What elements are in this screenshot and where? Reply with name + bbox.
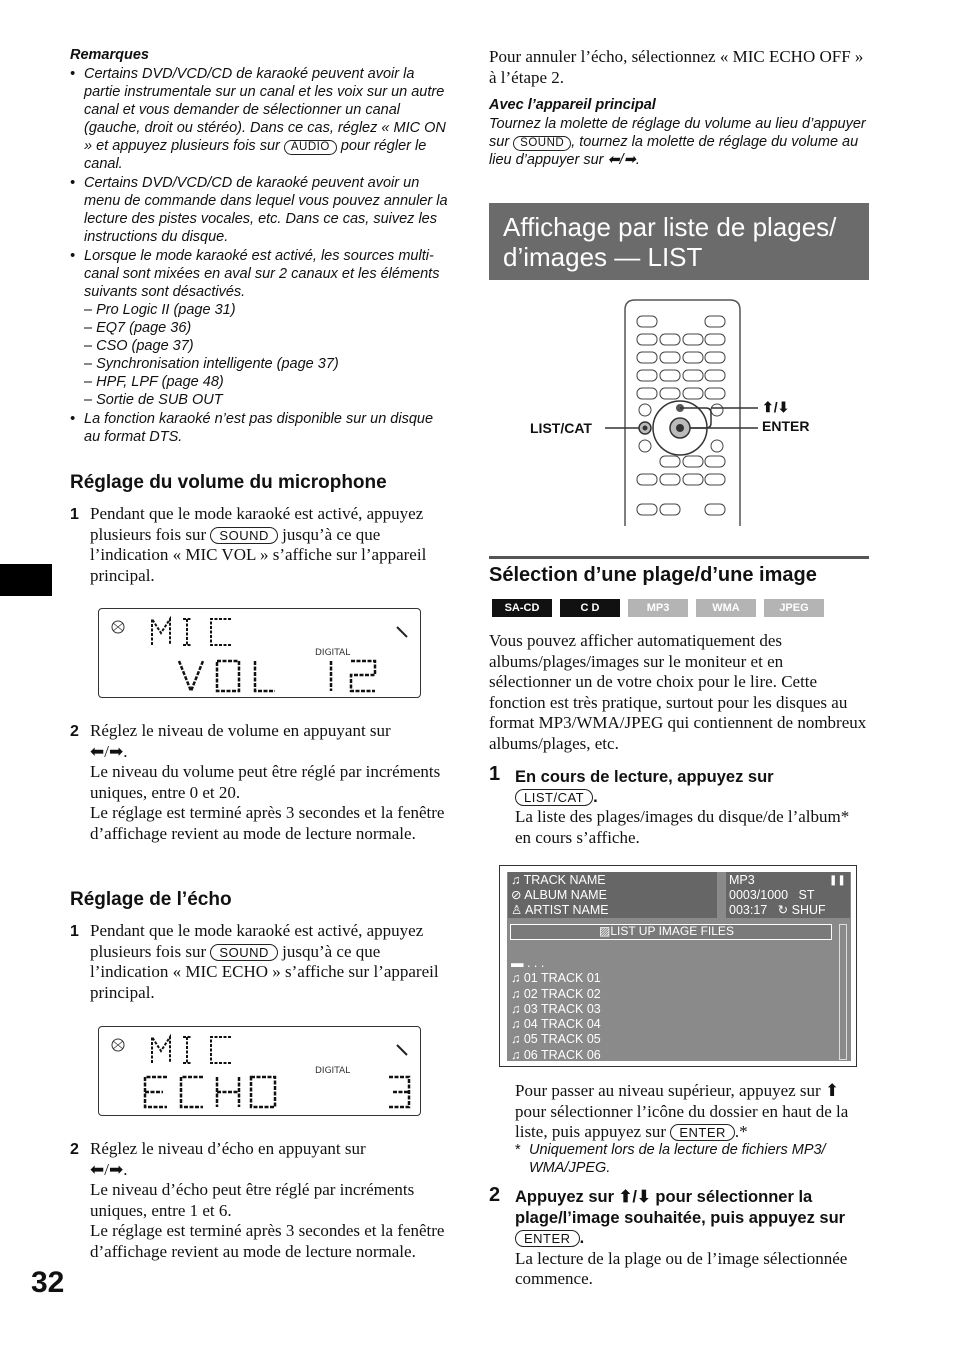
main-unit-title: Avec l’appareil principal <box>489 97 656 113</box>
footnote: * Uniquement lors de la lecture de fichiers MP3/ WMA/JPEG. <box>515 1142 826 1176</box>
track-counter: 0003/1000 ST <box>729 888 815 902</box>
remark-1: • Certains DVD/VCD/CD de karaoké peuvent avoir la partie instrumentale sur un canal et les voix sur un autre canal et vous demander de sélectionner un canal (gauche, droit ou stéréo). Dans ce cas, réglez « MIC ON » et appuyez plusieurs fois sur AUDIO pour régler le canal. <box>70 66 446 172</box>
pause-icon: ❚❚ <box>829 875 846 886</box>
track-list-item[interactable]: ♫ 05 TRACK 05 <box>511 1032 601 1046</box>
section-tab <box>0 564 52 596</box>
sound-button: SOUND <box>210 944 277 961</box>
section-banner: Affichage par liste de plages/ d’images — LIST <box>489 203 869 280</box>
list-title: ▨LIST UP IMAGE FILES <box>599 924 734 938</box>
selection-step-1: En cours de lecture, appuyez sur LIST/CAT . La liste des plages/images du disque/de l’album* en cours s’affiche. <box>515 768 850 847</box>
remote-control-illustration <box>520 296 860 528</box>
step-number: 1 <box>489 763 501 785</box>
remark-3: • Lorsque le mode karaoké est activé, les sources multi-canal sont mixées en aval sur 2 canaux et les éléments suivants sont désactivés. – Pro Logic II (page 31) – EQ7 (page 36) – CSO (page 37) – Synchronisation intelligente (page 37) – HPF, LPF (page 48) – Sortie de SUB OUT <box>70 247 452 409</box>
badge-cd: C D <box>560 599 620 617</box>
lcd-mic-volume <box>98 608 421 698</box>
list-cat-button: LIST/CAT <box>515 789 593 806</box>
remark-3-sub-5: – HPF, LPF (page 48) <box>84 374 224 390</box>
remark-4: • La fonction karaoké n’est pas disponible sur un disque au format DTS. <box>70 411 434 445</box>
sound-button: SOUND <box>210 527 277 544</box>
mic-volume-step-2: Réglez le niveau de volume en appuyant sur ⬅/➡. Le niveau du volume peut être réglé par incréments uniques, entre 0 et 20. Le réglage est terminé après 3 secondes et la fenêtre d’affichage revient au mode de lecture normale. <box>90 721 452 844</box>
left-right-arrows: ⬅/➡. <box>90 1159 128 1179</box>
track-name-row: ♫ TRACK NAME <box>511 873 606 887</box>
main-unit-text: Tournez la molette de réglage du volume au lieu d’appuyer sur SOUND , tournez la molette de réglage du volume au lieu d’appuyer sur ⬅/➡. <box>489 116 866 168</box>
remark-3-sub-4: – Synchronisation intelligente (page 37) <box>84 356 339 372</box>
mic-volume-heading: Réglage du volume du microphone <box>70 472 387 493</box>
remark-3-sub-6: – Sortie de SUB OUT <box>84 392 223 408</box>
folder-up-item[interactable]: ▬ . . . <box>511 956 545 970</box>
remark-3-sub-2: – EQ7 (page 36) <box>84 320 192 336</box>
upper-level-text: Pour passer au niveau supérieur, appuyez sur ⬆ pour sélectionner l’icône du dossier en haut de la liste, puis appuyez sur ENTER .* <box>515 1081 849 1141</box>
track-list-item[interactable]: ♫ 04 TRACK 04 <box>511 1017 601 1031</box>
echo-cancel-text: Pour annuler l’écho, sélectionnez « MIC ECHO OFF » à l’étape 2. <box>489 47 864 87</box>
step-number: 2 <box>70 1141 79 1158</box>
badge-jpeg: JPEG <box>764 599 824 617</box>
enter-button: ENTER <box>515 1230 580 1247</box>
album-name-row: ⊘ ALBUM NAME <box>511 888 607 902</box>
sound-button: SOUND <box>513 136 571 151</box>
step-number: 1 <box>70 923 79 940</box>
selection-heading: Sélection d’une plage/d’une image <box>489 564 817 586</box>
audio-button: AUDIO <box>284 140 337 155</box>
step-number: 1 <box>70 506 79 523</box>
selection-intro: Vous pouvez afficher automatiquement des albums/plages/images sur le moniteur et en sélectionner un de votre choix pour le lire. Cette fonction est très pratique, surtout pour les disques au format MP3/WMA/JPEG qui contiennent de nombreux albums/plages, etc. <box>489 631 867 753</box>
badge-mp3: MP3 <box>628 599 688 617</box>
enter-button: ENTER <box>670 1124 735 1141</box>
monitor-screen <box>499 865 857 1067</box>
track-list-item[interactable]: ♫ 03 TRACK 03 <box>511 1002 601 1016</box>
track-list-item[interactable]: ♫ 06 TRACK 06 <box>511 1048 601 1062</box>
track-list-item[interactable]: ♫ 01 TRACK 01 <box>511 971 601 985</box>
lcd-mic-echo <box>98 1026 421 1116</box>
echo-heading: Réglage de l’écho <box>70 889 232 910</box>
format-badges <box>492 599 832 619</box>
left-right-arrows: ⬅/➡. <box>90 741 128 761</box>
lcd-digital-label: DIGITAL <box>315 1066 351 1076</box>
enter-label: ENTER <box>762 418 810 434</box>
time-shuffle: 003:17 ↻ SHUF <box>729 903 826 917</box>
up-down-arrows-label: ⬆/⬇ <box>762 399 790 415</box>
remarks-title: Remarques <box>70 47 149 63</box>
track-list-item[interactable]: ♫ 02 TRACK 02 <box>511 987 601 1001</box>
section-divider <box>489 556 869 559</box>
badge-sacd: SA-CD <box>492 599 552 617</box>
echo-step-2: Réglez le niveau d’écho en appuyant sur ⬅/➡. Le niveau d’écho peut être réglé par incréments uniques, entre 1 et 6. Le réglage est terminé après 3 secondes et la fenêtre d’affichage revient au mode de lecture normale. <box>90 1139 452 1262</box>
badge-wma: WMA <box>696 599 756 617</box>
artist-name-row: ♙ ARTIST NAME <box>511 903 609 917</box>
format-indicator: MP3 <box>729 873 755 887</box>
page-number: 32 <box>31 1266 65 1299</box>
remark-2: • Certains DVD/VCD/CD de karaoké peuvent avoir un menu de commande dans lequel vous pouvez annuler la lecture des pistes vocales, etc. Dans ce cas, suivez les instructions du disque. <box>70 175 448 245</box>
echo-step-1: Pendant que le mode karaoké est activé, appuyez plusieurs fois sur SOUND jusqu’à ce que l’indication « MIC ECHO » s’affiche sur l’appareil principal. <box>90 921 439 1002</box>
selection-step-2: Appuyez sur ⬆/⬇ pour sélectionner la plage/l’image souhaitée, puis appuyez sur ENTER . La lecture de la plage ou de l’image sélectionnée commence. <box>515 1188 848 1288</box>
step-number: 2 <box>489 1184 501 1206</box>
step-number: 2 <box>70 723 79 740</box>
screen-area <box>507 872 851 1061</box>
list-cat-label: LIST/CAT <box>530 420 592 436</box>
mic-volume-step-1: Pendant que le mode karaoké est activé, appuyez plusieurs fois sur SOUND jusqu’à ce que l’indication « MIC VOL » s’affiche sur l’appareil principal. <box>90 504 427 585</box>
remark-3-sub-1: – Pro Logic II (page 31) <box>84 302 236 318</box>
lcd-digital-label: DIGITAL <box>315 648 351 658</box>
remark-3-sub-3: – CSO (page 37) <box>84 338 194 354</box>
